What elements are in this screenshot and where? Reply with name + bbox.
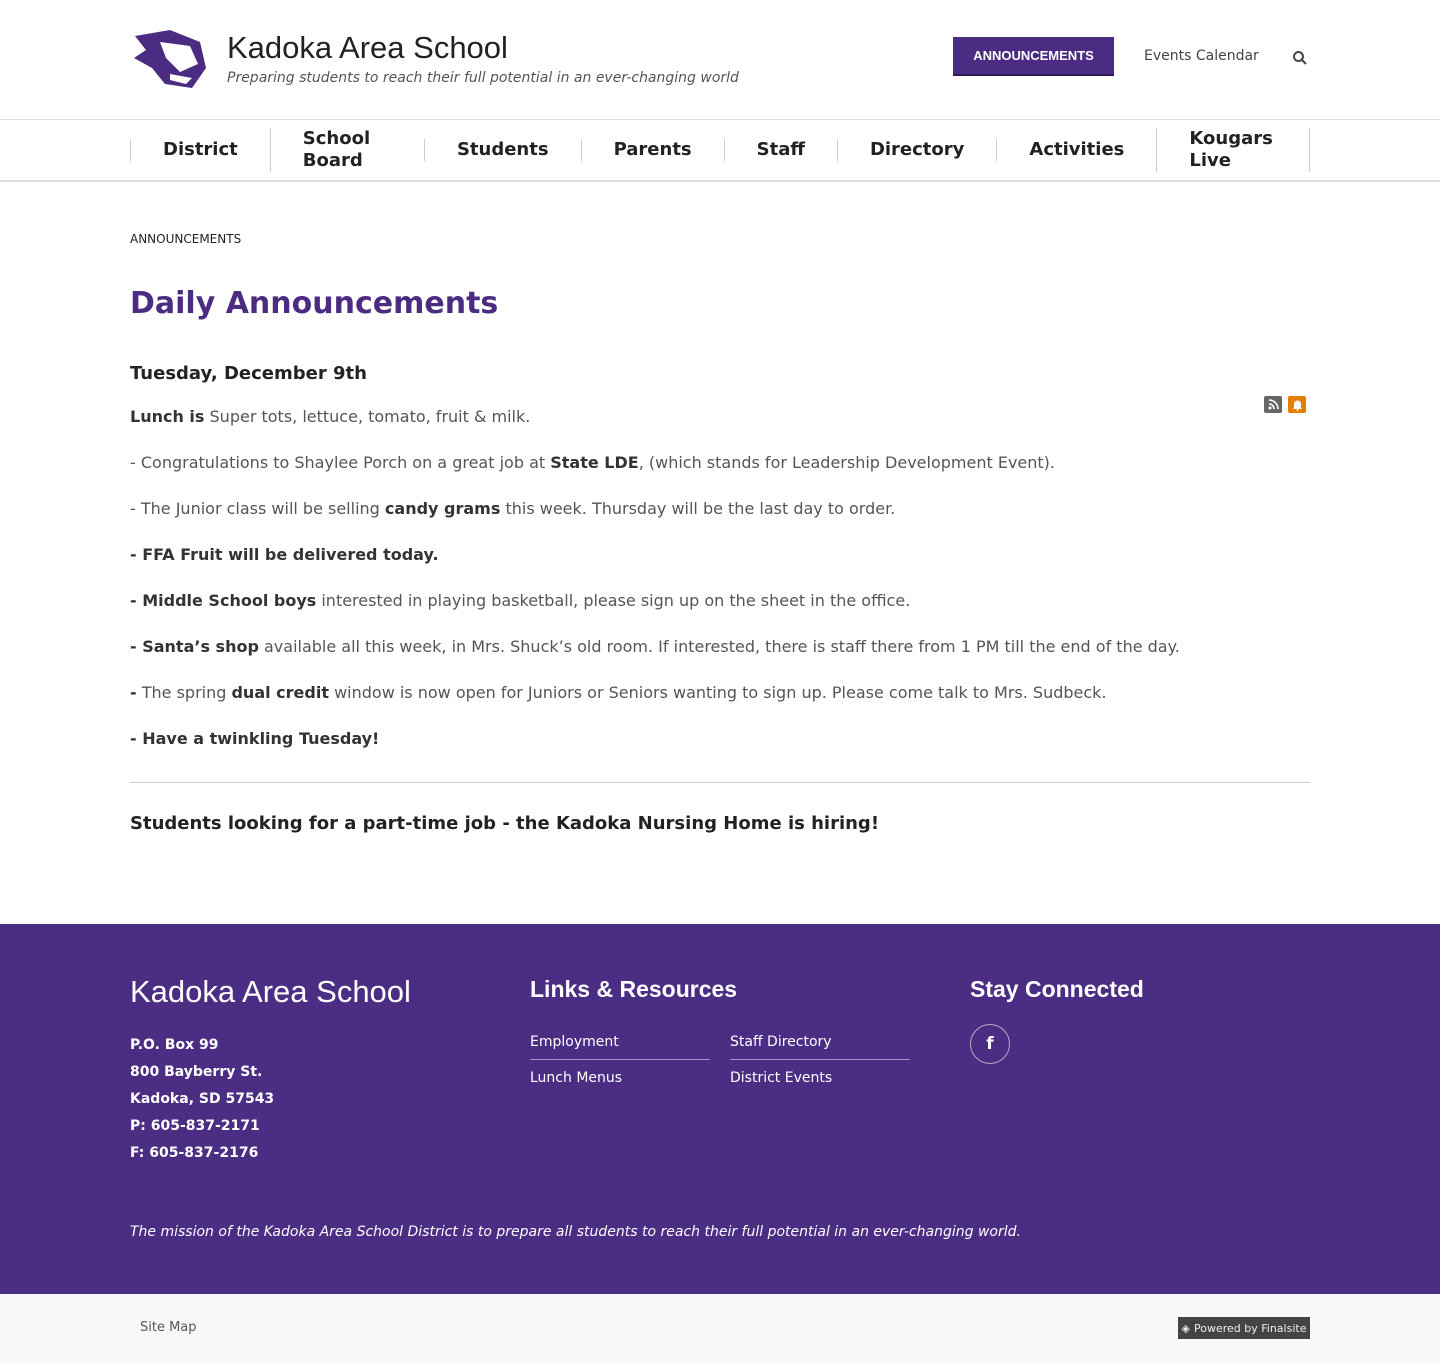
nav-item[interactable]: Students (424, 139, 581, 161)
site-title[interactable]: Kadoka Area School (227, 30, 508, 65)
bold-text: - FFA Fruit will be delivered today. (130, 545, 439, 564)
bold-text: - Middle School boys (130, 591, 317, 610)
staff-directory-link[interactable]: Staff Directory (730, 1024, 910, 1060)
text: , (which stands for Leadership Development Event). (638, 453, 1055, 472)
rss-icon[interactable] (1264, 396, 1282, 413)
address-line: Kadoka, SD 57543 (130, 1091, 275, 1107)
bold-text: candy grams (384, 499, 501, 518)
announcement-item (130, 496, 1310, 522)
main-content (0, 182, 1440, 924)
post-title[interactable]: Students looking for a part-time job - the Kadoka Nursing Home is hiring! (130, 813, 880, 834)
lunch-menus-link[interactable]: Lunch Menus (530, 1070, 623, 1086)
text: interested in playing basketball, please sign up on the sheet in the office. (316, 591, 911, 610)
text: - The Junior class will be selling (130, 499, 385, 518)
notification-bell-icon[interactable] (1288, 396, 1306, 413)
bold-text: - (130, 683, 137, 702)
nav-item[interactable]: Staff (724, 139, 837, 161)
bold-text: dual credit (231, 683, 329, 702)
links-heading: Links & Resources (530, 976, 738, 1002)
announcement-item (130, 726, 1310, 752)
events-calendar-link[interactable]: Events Calendar (1144, 48, 1259, 64)
powered-by-badge[interactable] (1178, 1317, 1310, 1339)
announcement-item (130, 634, 1310, 660)
text: available all this week, in Mrs. Shuck’s old room. If interested, there is staff there from 1 PM till the end of the day. (258, 637, 1180, 656)
bold-text: Lunch is (130, 407, 205, 426)
fax: F: 605-837-2176 (130, 1145, 259, 1161)
site-header (0, 0, 1440, 120)
divider (130, 782, 1310, 783)
announcement-item (130, 680, 1310, 706)
nav-item[interactable]: Parents (581, 139, 724, 161)
phone-link[interactable]: P: 605-837-2171 (130, 1118, 260, 1134)
announcements-button[interactable]: ANNOUNCEMENTS (953, 37, 1114, 76)
address-line: 800 Bayberry St. (130, 1064, 263, 1080)
text: window is now open for Juniors or Seniors wanting to sign up. Please come talk to Mrs. Sudbeck. (328, 683, 1107, 702)
text: Super tots, lettuce, tomato, fruit & milk. (204, 407, 531, 426)
page-title: Daily Announcements (130, 286, 499, 321)
site-map-link[interactable]: Site Map (140, 1320, 197, 1335)
announcement-item (130, 588, 1310, 614)
bottom-bar (0, 1294, 1440, 1363)
nav-item[interactable]: School Board (270, 128, 424, 172)
footer (0, 924, 1440, 1294)
district-events-link[interactable]: District Events (730, 1070, 833, 1086)
nav-item[interactable]: Activities (996, 139, 1156, 161)
site-tagline: Preparing students to reach their full potential in an ever-changing world (227, 70, 739, 86)
nav-item[interactable]: Directory (837, 139, 996, 161)
text: this week. Thursday will be the last day to order. (500, 499, 896, 518)
search-icon[interactable] (1292, 50, 1308, 66)
address-line: P.O. Box 99 (130, 1037, 219, 1053)
bold-text: State LDE (550, 453, 639, 472)
address (130, 1032, 274, 1167)
post-date: Tuesday, December 9th (130, 363, 367, 384)
finalsite-icon: ◈ (1181, 1321, 1190, 1335)
text: - Congratulations to Shaylee Porch on a great job at (130, 453, 551, 472)
announcement-item (130, 450, 1310, 476)
facebook-icon[interactable]: f (970, 1024, 1010, 1064)
nav-item[interactable]: Kougars Live (1156, 128, 1310, 172)
footer-title: Kadoka Area School (130, 974, 411, 1009)
announcement-item (130, 542, 1310, 568)
text: The spring (136, 683, 232, 702)
cougar-logo[interactable] (130, 28, 208, 90)
mission-statement: The mission of the Kadoka Area School District is to prepare all students to reach their full potential in an ever-changing world. (130, 1224, 1021, 1240)
bold-text: - Have a twinkling Tuesday! (130, 729, 380, 748)
main-nav (0, 120, 1440, 182)
announcement-item (130, 404, 1310, 430)
connect-heading: Stay Connected (970, 976, 1144, 1002)
powered-label: Powered by Finalsite (1193, 1321, 1307, 1335)
nav-item[interactable]: District (130, 139, 270, 161)
breadcrumb[interactable]: ANNOUNCEMENTS (130, 232, 242, 246)
bold-text: - Santa’s shop (130, 637, 259, 656)
employment-link[interactable]: Employment (530, 1024, 710, 1060)
